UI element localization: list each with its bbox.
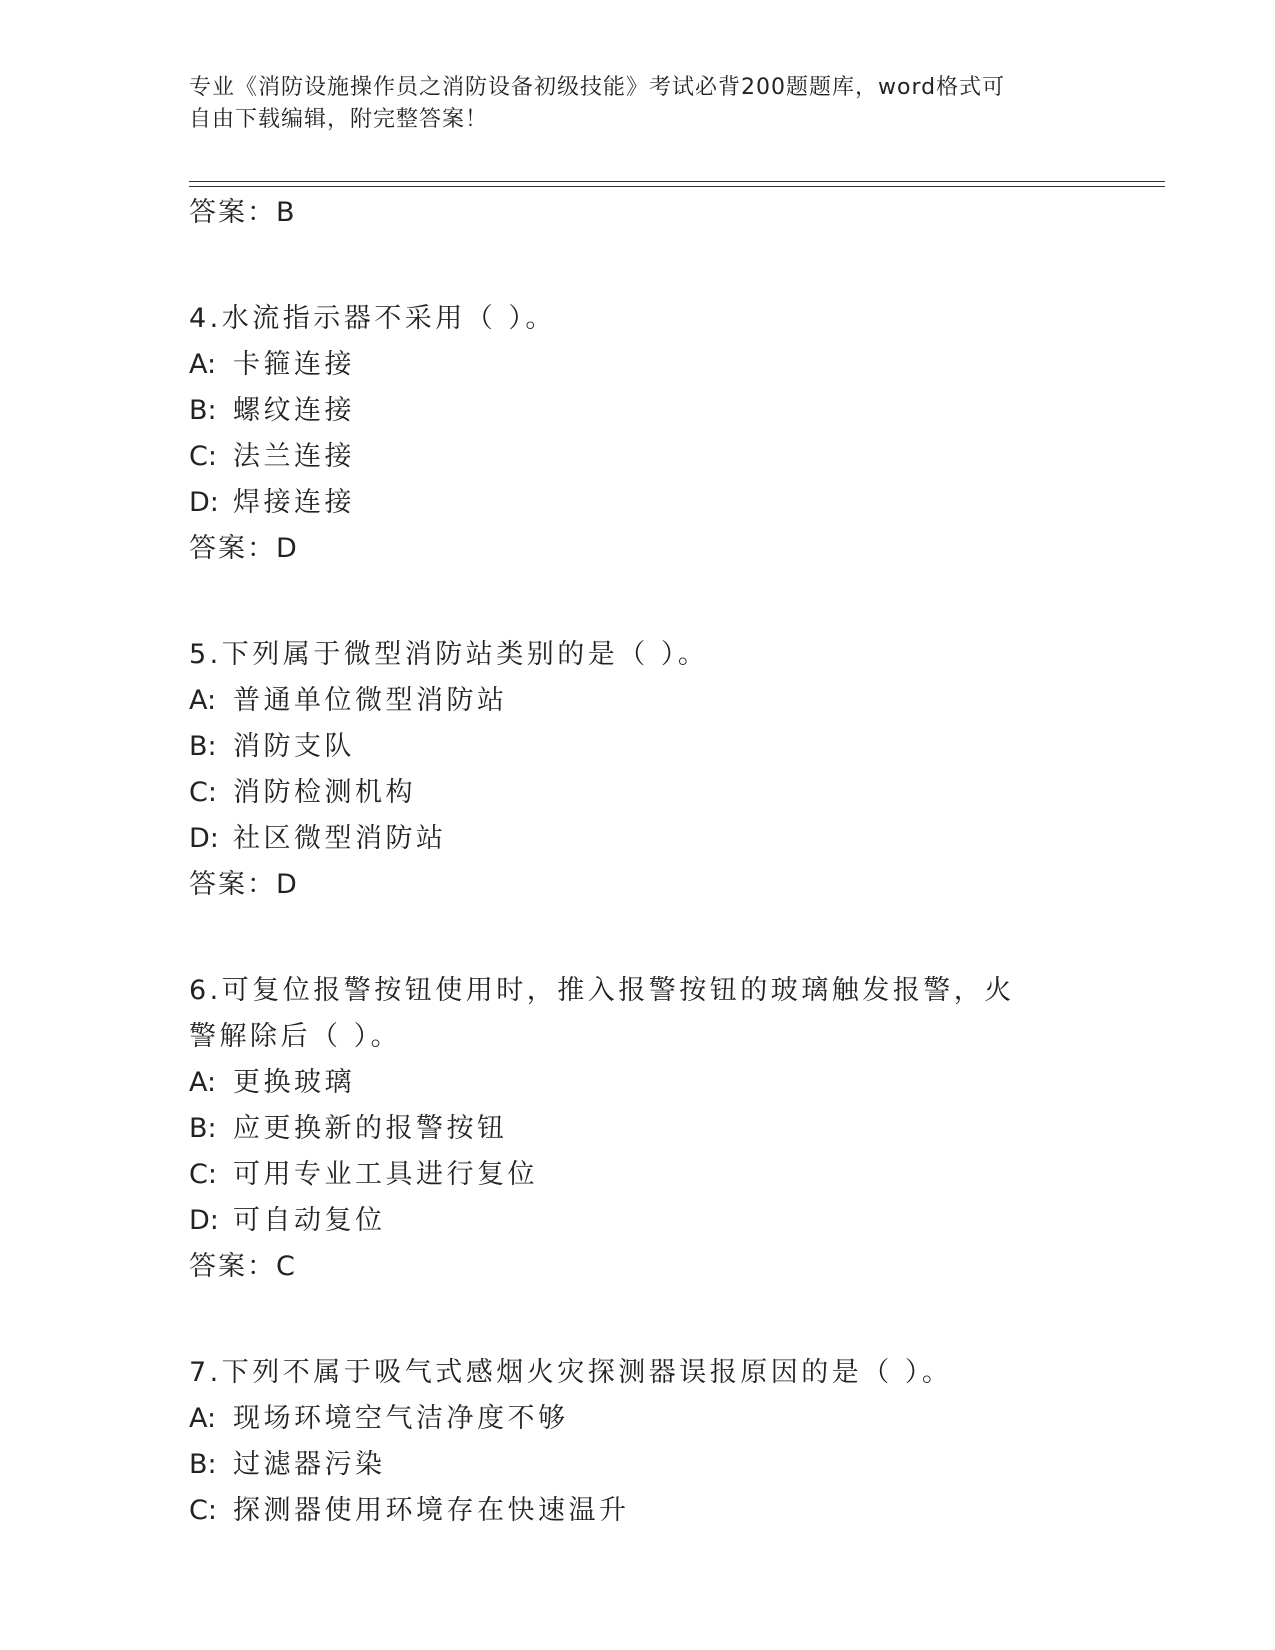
question-item <box>189 1350 1089 1534</box>
option-text: 可用专业工具进行复位 <box>233 1159 538 1190</box>
option-text: 探测器使用环境存在快速温升 <box>233 1495 630 1526</box>
option-text: 卡箍连接 <box>233 349 355 380</box>
option-key: C: <box>189 441 217 472</box>
option-text: 普通单位微型消防站 <box>233 685 508 716</box>
answer-label: 答案： <box>189 197 276 228</box>
option-text: 消防支队 <box>233 731 355 762</box>
header-line-1: 专业《消防设施操作员之消防设备初级技能》考试必背200题题库，word格式可 <box>189 75 1006 100</box>
option-key: A: <box>189 685 217 716</box>
option-key: D: <box>189 823 219 854</box>
option-key: A: <box>189 349 217 380</box>
option-c <box>189 434 1089 480</box>
option-d <box>189 816 1089 862</box>
answer-value: C <box>276 1251 295 1282</box>
answer-line <box>189 862 1089 908</box>
option-text: 消防检测机构 <box>233 777 416 808</box>
option-key: B: <box>189 1113 217 1144</box>
option-text: 焊接连接 <box>233 487 355 518</box>
option-text: 更换玻璃 <box>233 1067 355 1098</box>
answer-value: D <box>276 533 297 564</box>
option-b <box>189 724 1089 770</box>
option-key: A: <box>189 1403 217 1434</box>
option-text: 法兰连接 <box>233 441 355 472</box>
header-divider-bottom <box>189 186 1165 187</box>
option-key: C: <box>189 1495 217 1526</box>
question-stem: 7.下列不属于吸气式感烟火灾探测器误报原因的是（ ）。 <box>189 1357 953 1388</box>
question-stem: 6.可复位报警按钮使用时，推入报警按钮的玻璃触发报警，火警解除后（ ）。 <box>189 975 1015 1052</box>
option-key: C: <box>189 1159 217 1190</box>
answer-value: B <box>276 197 295 228</box>
option-text: 可自动复位 <box>233 1205 386 1236</box>
question-stem: 5.下列属于微型消防站类别的是（ ）。 <box>189 639 709 670</box>
option-text: 社区微型消防站 <box>233 823 447 854</box>
answer-label: 答案： <box>189 1251 276 1282</box>
question-item <box>189 968 1089 1290</box>
question-item <box>189 296 1089 572</box>
option-c <box>189 770 1089 816</box>
header-line-2: 自由下载编辑，附完整答案！ <box>189 107 489 132</box>
document-header <box>189 72 1089 136</box>
answer-line <box>189 1244 1089 1290</box>
option-a <box>189 1396 1089 1442</box>
option-key: C: <box>189 777 217 808</box>
option-a <box>189 1060 1089 1106</box>
answer-label: 答案： <box>189 533 276 564</box>
option-b <box>189 1442 1089 1488</box>
option-key: B: <box>189 1449 217 1480</box>
option-text: 螺纹连接 <box>233 395 355 426</box>
option-text: 现场环境空气洁净度不够 <box>233 1403 569 1434</box>
option-key: D: <box>189 1205 219 1236</box>
question-list <box>189 190 1089 1534</box>
option-key: B: <box>189 395 217 426</box>
option-a <box>189 678 1089 724</box>
question-stem: 4.水流指示器不采用（ ）。 <box>189 303 556 334</box>
answer-line <box>189 190 1089 236</box>
option-text: 应更换新的报警按钮 <box>233 1113 508 1144</box>
answer-line <box>189 526 1089 572</box>
option-d <box>189 480 1089 526</box>
answer-label: 答案： <box>189 869 276 900</box>
option-d <box>189 1198 1089 1244</box>
option-b <box>189 388 1089 434</box>
option-key: D: <box>189 487 219 518</box>
option-b <box>189 1106 1089 1152</box>
option-c <box>189 1152 1089 1198</box>
question-item <box>189 632 1089 908</box>
header-divider-top <box>189 181 1165 182</box>
option-key: B: <box>189 731 217 762</box>
option-a <box>189 342 1089 388</box>
option-c <box>189 1488 1089 1534</box>
answer-value: D <box>276 869 297 900</box>
option-text: 过滤器污染 <box>233 1449 386 1480</box>
option-key: A: <box>189 1067 217 1098</box>
